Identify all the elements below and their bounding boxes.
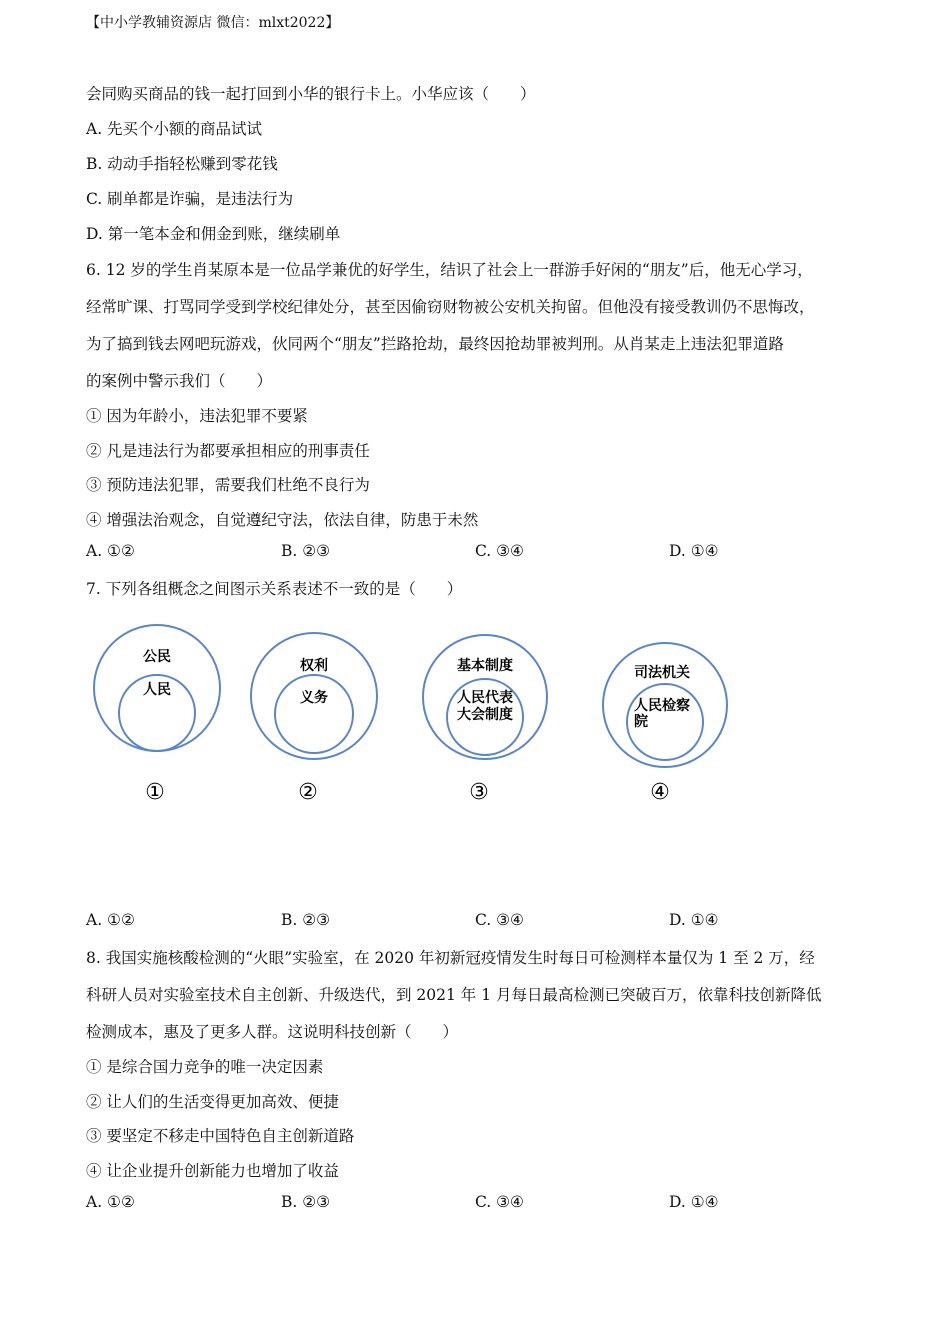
diagram-4-inner-label-line-2: 院 xyxy=(634,714,648,730)
q6-stem-line-1: 6. 12 岁的学生肖某原本是一位品学兼优的好学生，结识了社会上一群游手好闲的“朋友”后，他无心学习， xyxy=(86,261,813,279)
q5-option-c: C. 刷单都是诈骗，是违法行为 xyxy=(86,190,294,208)
diagram-2-inner-circle xyxy=(275,675,353,753)
q7-stem: 7. 下列各组概念之间图示关系表述不一致的是（ ） xyxy=(86,580,463,598)
diagram-2-number: ② xyxy=(298,780,318,805)
q7-choice-d: D. ①④ xyxy=(669,911,719,929)
diagram-2 xyxy=(251,633,377,805)
q8-stem-line-2: 科研人员对实验室技术自主创新、升级迭代，到 2021 年 1 月每日最高检测已突破百万，依靠科技创新降低 xyxy=(86,986,822,1004)
q8-choice-b: B. ②③ xyxy=(281,1193,331,1211)
q8-statement-2: ② 让人们的生活变得更加高效、便捷 xyxy=(86,1093,339,1111)
diagram-3-outer-label: 基本制度 xyxy=(457,658,513,674)
q6-choice-c: C. ③④ xyxy=(475,542,524,560)
diagram-3-inner-label-line-1: 人民代表 xyxy=(457,690,513,706)
q6-choice-a: A. ①② xyxy=(86,542,135,560)
q5-option-b: B. 动动手指轻松赚到零花钱 xyxy=(86,155,278,173)
q7-concept-diagrams xyxy=(86,622,786,822)
diagram-3-number: ③ xyxy=(469,780,489,805)
q6-stem-line-2: 经常旷课、打骂同学受到学校纪律处分，甚至因偷窃财物被公安机关拘留。但他没有接受教训仍不思悔改， xyxy=(86,298,815,316)
diagram-1-inner-label: 人民 xyxy=(143,682,171,698)
q6-statement-1: ① 因为年龄小，违法犯罪不要紧 xyxy=(86,407,308,425)
q8-statement-3: ③ 要坚定不移走中国特色自主创新道路 xyxy=(86,1127,355,1145)
q6-statement-4: ④ 增强法治观念，自觉遵纪守法，依法自律，防患于未然 xyxy=(86,511,479,529)
q6-choice-b: B. ②③ xyxy=(281,542,331,560)
q8-stem-line-1: 8. 我国实施核酸检测的“火眼”实验室，在 2020 年初新冠疫情发生时每日可检测样本量仅为 1 至 2 万，经 xyxy=(86,949,815,967)
q6-stem-line-3: 为了搞到钱去网吧玩游戏，伙同两个“朋友”拦路抢劫，最终因抢劫罪被判刑。从肖某走上违法犯罪道路 xyxy=(86,335,784,353)
q5-option-a: A. 先买个小额的商品试试 xyxy=(86,120,263,138)
diagram-2-inner-label: 义务 xyxy=(300,690,328,706)
diagram-2-outer-label: 权利 xyxy=(300,658,328,674)
diagram-4-outer-label: 司法机关 xyxy=(634,665,690,681)
q6-choice-d: D. ①④ xyxy=(669,542,719,560)
q6-statement-3: ③ 预防违法犯罪，需要我们杜绝不良行为 xyxy=(86,476,370,494)
q8-statement-1: ① 是综合国力竞争的唯一决定因素 xyxy=(86,1058,324,1076)
diagram-4-inner-label-line-1: 人民检察 xyxy=(634,698,690,714)
q7-choice-b: B. ②③ xyxy=(281,911,331,929)
q8-choice-c: C. ③④ xyxy=(475,1193,524,1211)
q8-statement-4: ④ 让企业提升创新能力也增加了收益 xyxy=(86,1162,339,1180)
q5-stem-tail: 会同购买商品的钱一起打回到小华的银行卡上。小华应该（ ） xyxy=(86,85,536,103)
q8-choice-d: D. ①④ xyxy=(669,1193,719,1211)
q7-choice-c: C. ③④ xyxy=(475,911,524,929)
diagram-1 xyxy=(94,625,220,805)
diagram-4-number: ④ xyxy=(650,780,670,805)
q8-choice-a: A. ①② xyxy=(86,1193,135,1211)
diagram-3-inner-label-line-2: 大会制度 xyxy=(457,707,513,723)
q5-option-d: D. 第一笔本金和佣金到账，继续刷单 xyxy=(86,225,341,243)
q6-stem-line-4: 的案例中警示我们（ ） xyxy=(86,372,273,390)
page-header: 【中小学教辅资源店 微信：mlxt2022】 xyxy=(86,15,340,31)
diagram-3 xyxy=(423,635,547,805)
diagram-4 xyxy=(603,643,727,805)
q8-stem-line-3: 检测成本，惠及了更多人群。这说明科技创新（ ） xyxy=(86,1023,459,1041)
q7-choice-a: A. ①② xyxy=(86,911,135,929)
diagram-1-number: ① xyxy=(145,780,165,805)
q6-statement-2: ② 凡是违法行为都要承担相应的刑事责任 xyxy=(86,442,370,460)
diagram-1-outer-label: 公民 xyxy=(143,649,171,665)
